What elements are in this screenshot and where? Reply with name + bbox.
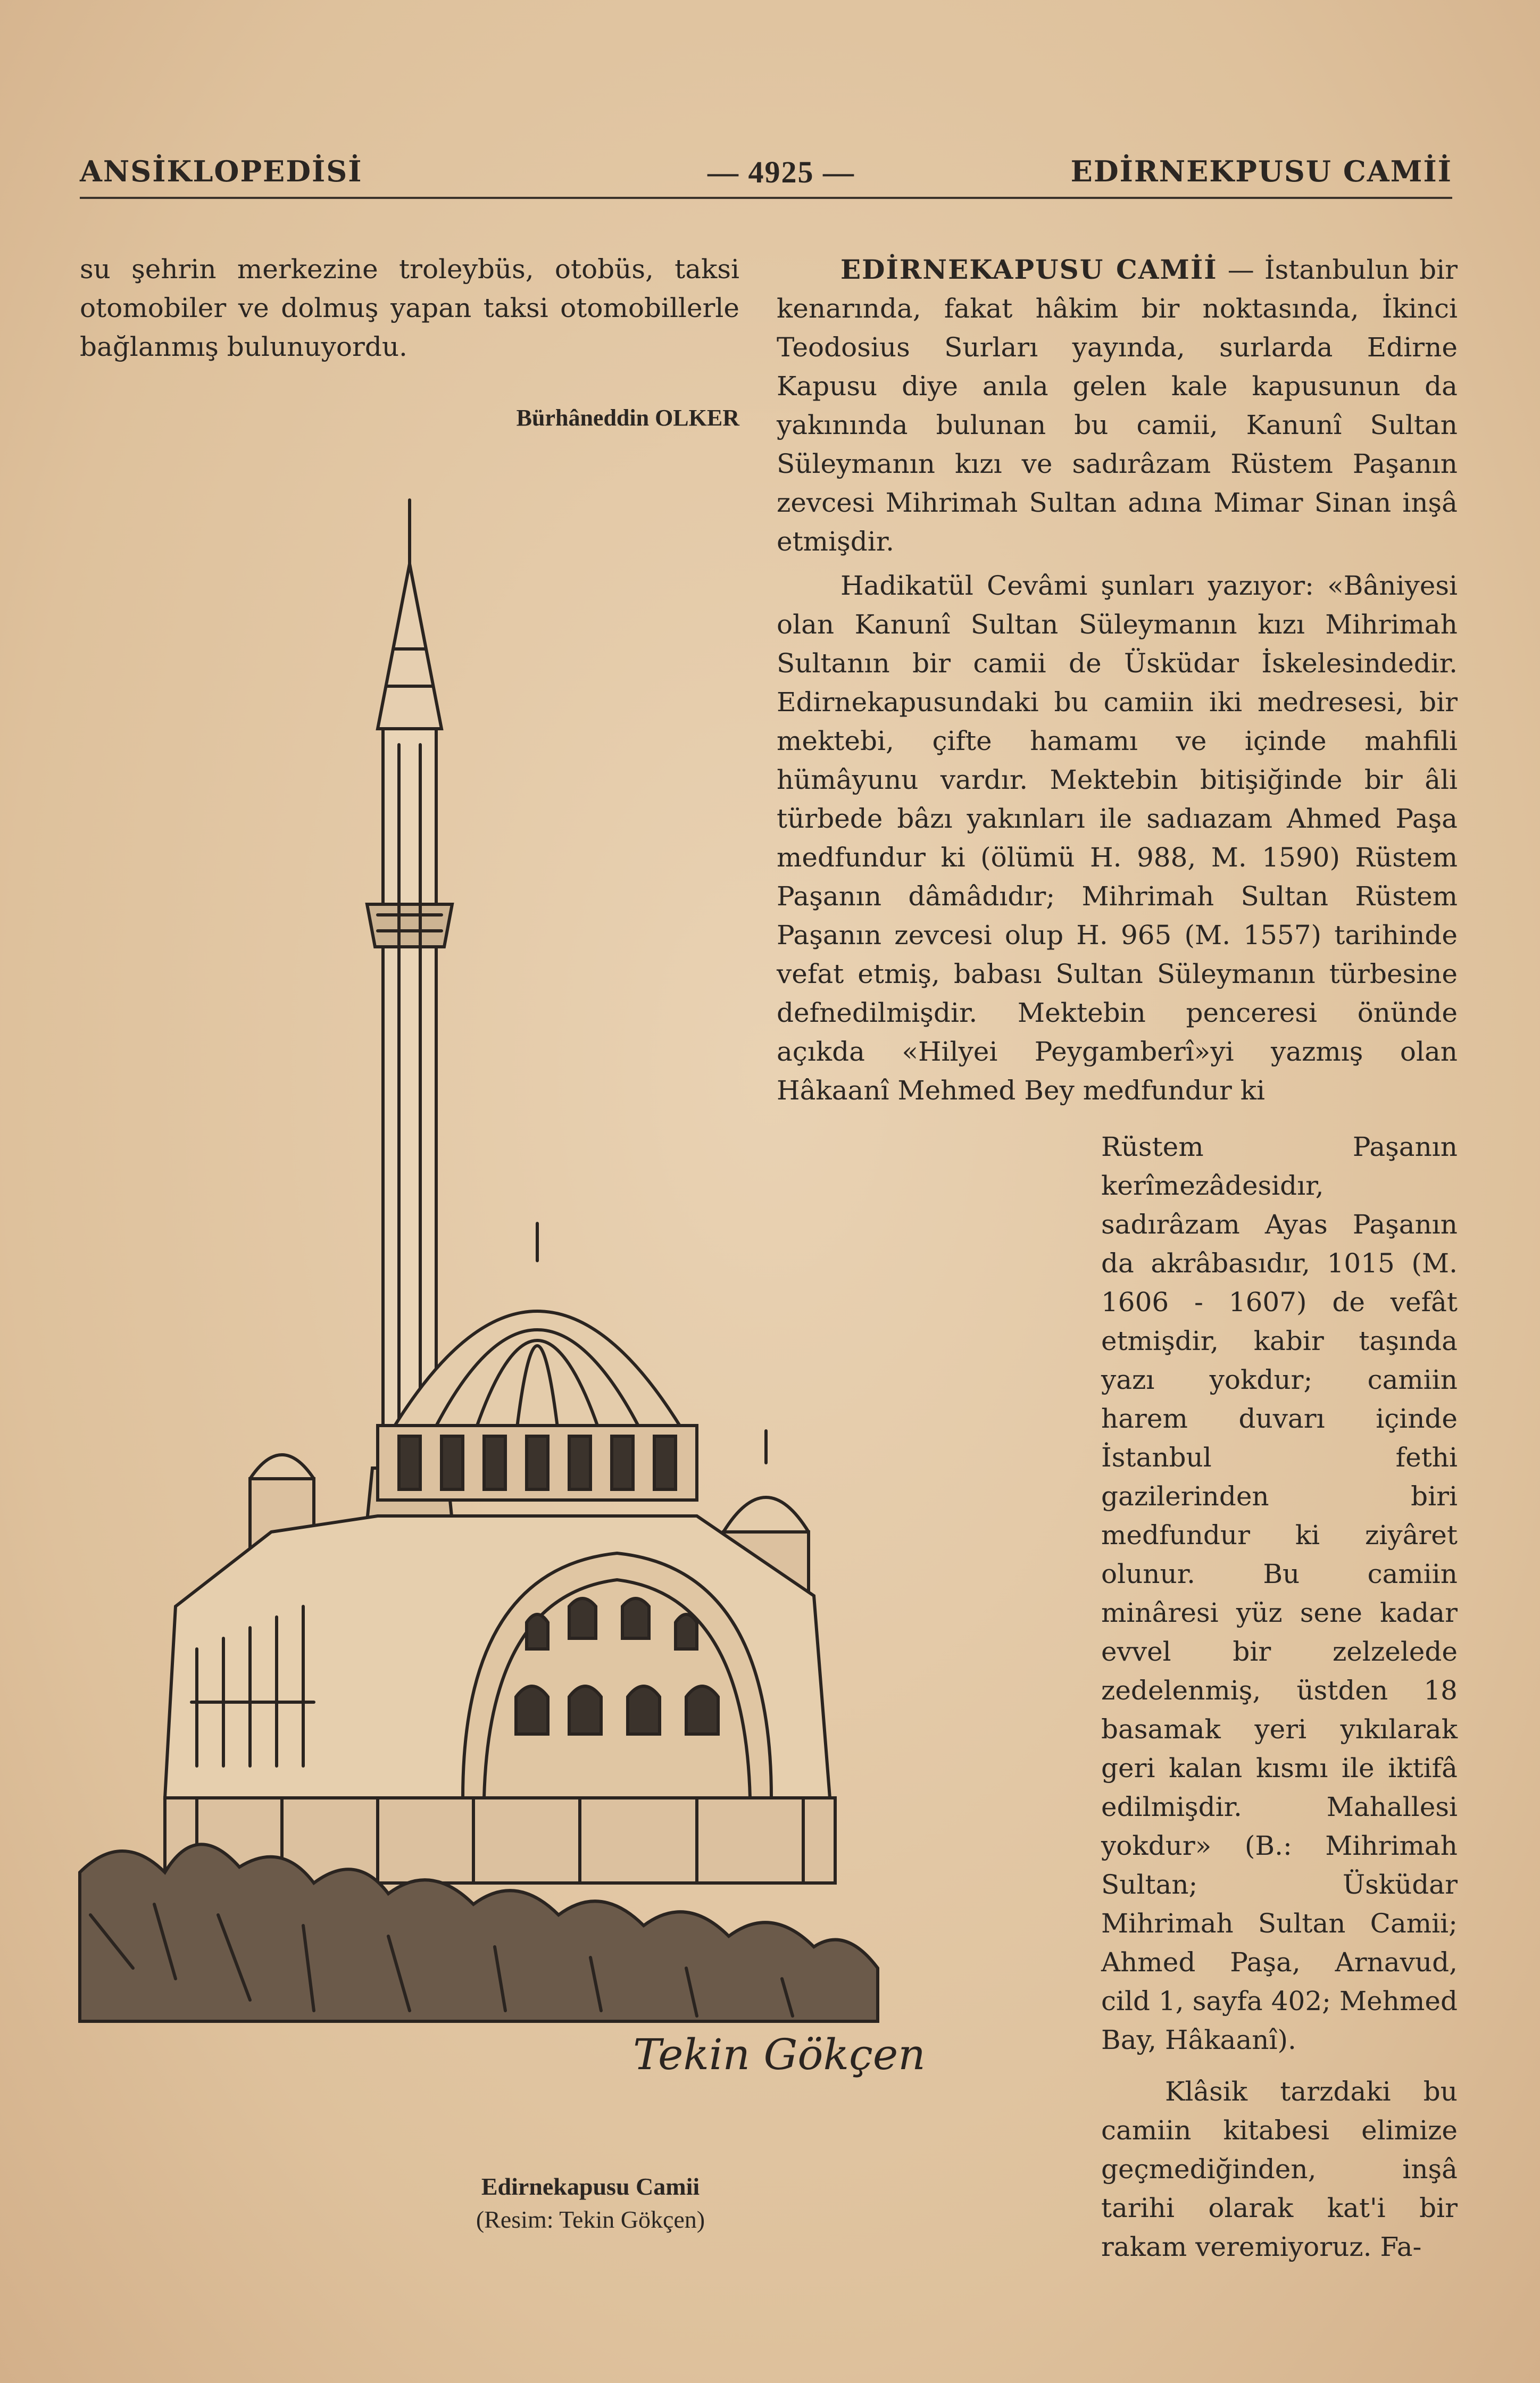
caption-title: Edirnekapusu Camii [481, 2173, 700, 2200]
header-rule [80, 197, 1452, 199]
author-signature: Bürhâneddin OLKER [516, 405, 739, 431]
wrapped-column [1101, 1128, 1458, 2267]
article-paragraph-3: Klâsik tarzdaki bu camiin kitabesi elimize geçmediğinden, inşâ tarihi olarak kat'i bir rakam veremiyoruz. Fa- [1101, 2076, 1458, 2262]
article-title: EDİRNEKAPUSU CAMİİ [840, 254, 1218, 285]
artist-signature: Tekin Gökçen [633, 2030, 926, 2079]
running-header [80, 144, 1452, 197]
left-column [80, 250, 739, 366]
header-article-title: EDİRNEKPUSU CAMİİ [1070, 154, 1452, 188]
caption-credit: (Resim: Tekin Gökçen) [476, 2206, 705, 2233]
article-paragraph-2-continued: Rüstem Paşanın kerîmezâdesidır, sadırâzam Ayas Paşanın da akrâbasıdır, 1015 (M. 1606 - 1607) de vefât etmişdir, kabir taşında yazı yokdur; camiin harem duvarı içinde İstanbul fethi gazilerinden biri medfundur ki ziyâret olunur. Bu camiin minâresi yüz sene kadar evvel bir zelzelede zedelenmiş, üstden 18 basamak yeri yıkılarak geri kalan kısmı ile iktifâ edilmişdir. Mahallesi yokdur» (B.: Mihrimah Sultan; Üsküdar Mihrimah Sultan Camii; Ahmed Paşa, Arnavud, cild 1, sayfa 402; Mehmed Bay, Hâkaanî). [1101, 1131, 1458, 2055]
article-intro-text: — İstanbulun bir kenarında, fakat hâkim bir noktasında, İkinci Teodosius Surları yayında, surlarda Edirne Kapusu diye anıla gelen kale kapusunun da yakınında bulunan bu camii, Kanunî Sultan Süleymanın kızı ve sadırâzam Rüstem Paşanın zevcesi Mihrimah Sultan adına Mimar Sinan inşâ etmişdir. [777, 254, 1458, 557]
article-paragraph-2: Hadikatül Cevâmi şunları yazıyor: «Bâniyesi olan Kanunî Sultan Süleymanın kızı Mihrimah Sultanın bir camii de Üsküdar İskelesindedir. Edirnekapusundaki bu camiin iki medresesi, bir mektebi, çifte hamamı ve içinde mahfili hümâyunu vardır. Mektebin bitişiğinde bir âli türbede bâzı yakınları ile sadıazam Ahmed Paşa medfundur ki (ölümü H. 988, M. 1590) Rüstem Paşanın dâmâdıdır; Mihrimah Sultan Rüstem Paşanın zevcesi olup H. 965 (M. 1557) tarihinde vefat etmiş, babası Sultan Süleymanın türbesine defnedilmişdir. Mektebin penceresi önünde açıkda «Hilyei Peygamberî»yi yazmış olan Hâkaanî Mehmed Bey medfundur ki [777, 570, 1458, 1106]
header-publication: ANSİKLOPEDİSİ [80, 154, 363, 188]
mosque-illustration [59, 479, 973, 2138]
header-page-number: — 4925 — [707, 155, 855, 189]
previous-article-ending: su şehrin merkezine troleybüs, otobüs, taksi otomobiler ve dolmuş yapan taksi otomobillerle bağlanmış bulunuyordu. [80, 254, 739, 362]
figure-caption [330, 2170, 851, 2236]
